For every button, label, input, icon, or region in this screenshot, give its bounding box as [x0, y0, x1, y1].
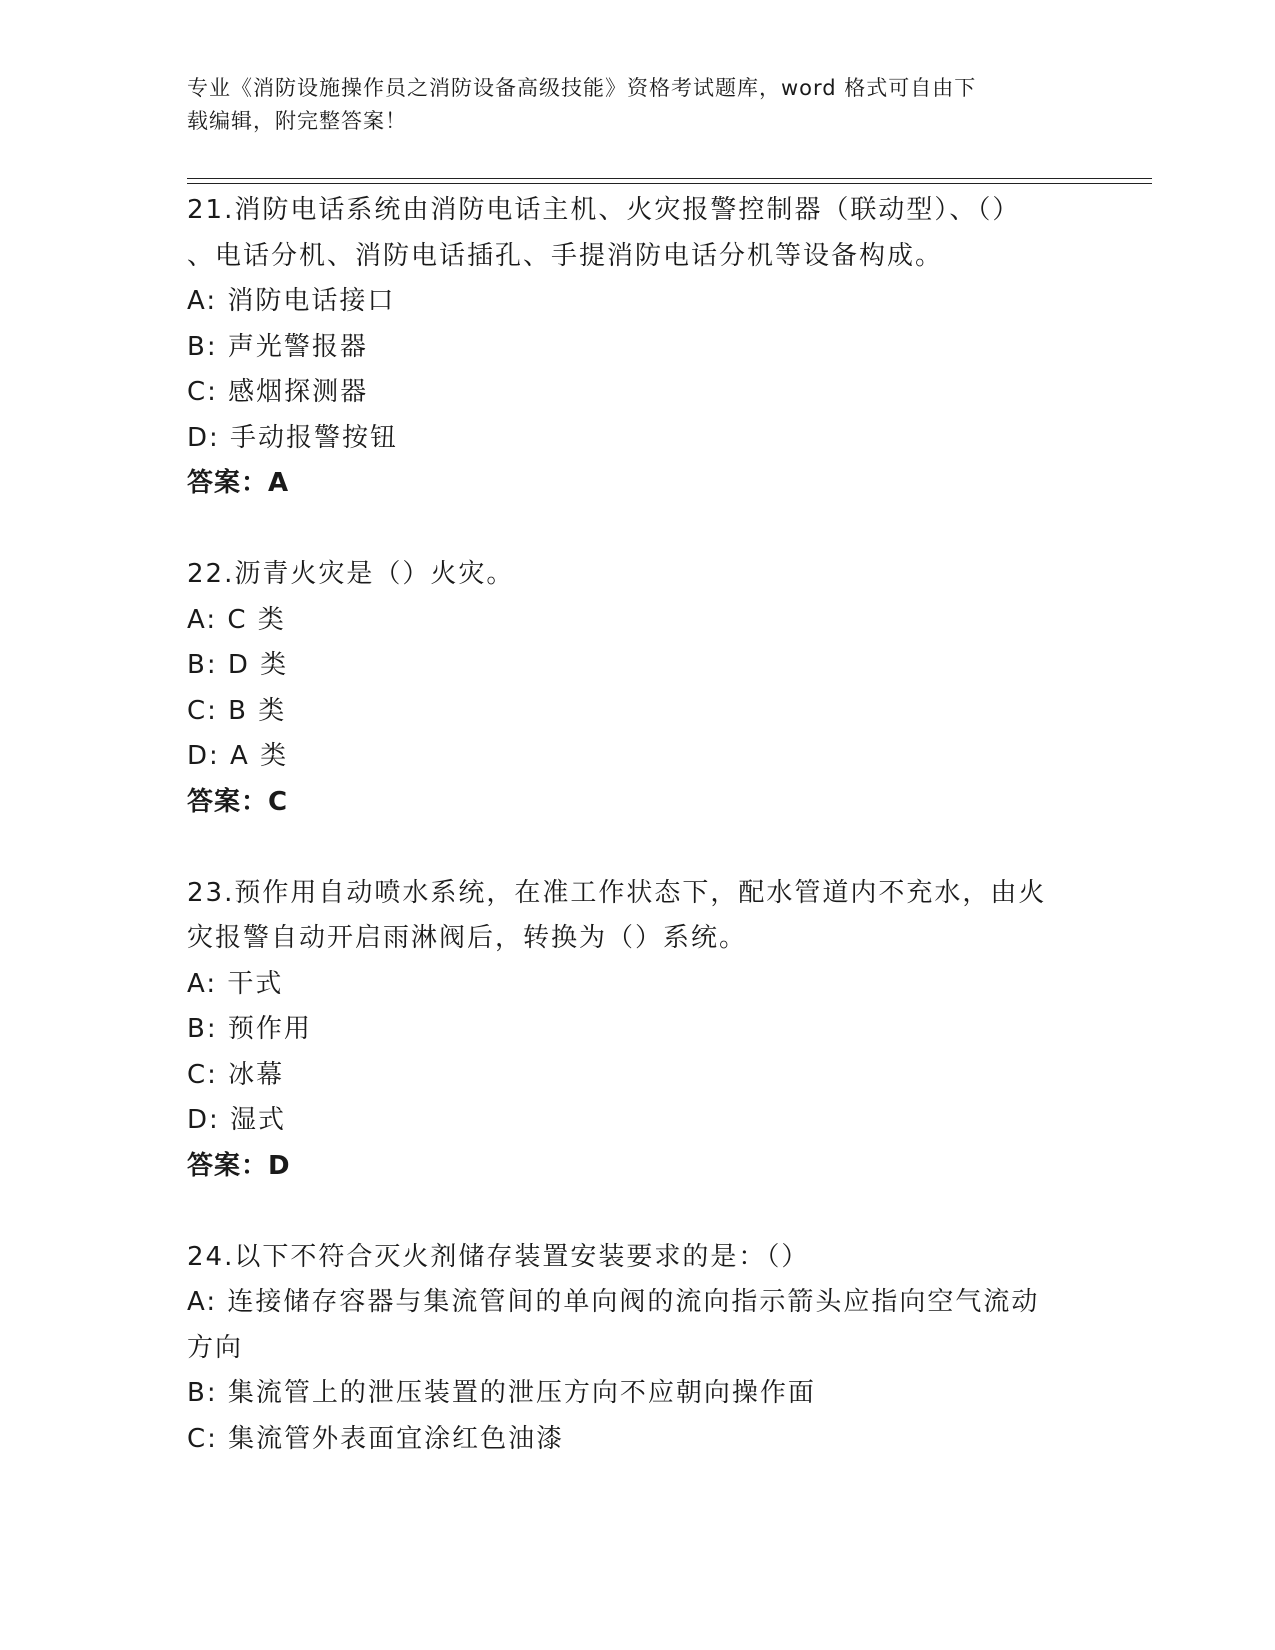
question-22 [187, 552, 1087, 825]
option-a: A: 消防电话接口 [187, 286, 396, 316]
option-a-continued: 方向 [187, 1332, 244, 1363]
option-b: B: 声光警报器 [187, 331, 368, 362]
question-stem-line: 21.消防电话系统由消防电话主机、火灾报警控制器（联动型）、（） [187, 195, 1021, 225]
spacer [187, 825, 1087, 871]
document-header [187, 72, 1067, 138]
spacer [187, 507, 1087, 553]
header-divider-top [187, 178, 1152, 179]
option-a: A: 连接储存容器与集流管间的单向阀的流向指示箭头应指向空气流动 [187, 1287, 1040, 1317]
header-line-1: 专业《消防设施操作员之消防设备高级技能》资格考试题库，word 格式可自由下 [187, 76, 977, 100]
spacer [187, 1189, 1087, 1235]
option-c: C: 冰幕 [187, 1059, 285, 1090]
option-a: A: C 类 [187, 604, 286, 635]
question-stem-line: 24.以下不符合灭火剂储存装置安装要求的是：（） [187, 1241, 810, 1272]
question-23 [187, 871, 1087, 1190]
option-c: C: B 类 [187, 695, 287, 726]
option-b: B: D 类 [187, 650, 289, 680]
option-a: A: 干式 [187, 968, 284, 999]
question-stem-line: 灾报警自动开启雨淋阀后，转换为（）系统。 [187, 923, 748, 953]
option-c: C: 感烟探测器 [187, 377, 369, 407]
option-d: D: 手动报警按钮 [187, 422, 399, 453]
question-24 [187, 1235, 1087, 1463]
question-stem-line: 、电话分机、消防电话插孔、手提消防电话分机等设备构成。 [187, 240, 944, 271]
option-b: B: 预作用 [187, 1014, 312, 1044]
option-d: D: A 类 [187, 741, 289, 771]
answer-line: 答案：A [187, 468, 290, 498]
header-line-2: 载编辑，附完整答案！ [187, 109, 407, 133]
header-divider-bottom [187, 183, 1152, 184]
question-list [187, 188, 1087, 1462]
answer-line: 答案：C [187, 786, 289, 817]
option-b: B: 集流管上的泄压装置的泄压方向不应朝向操作面 [187, 1378, 816, 1408]
question-21 [187, 188, 1087, 507]
option-c: C: 集流管外表面宜涂红色油漆 [187, 1423, 565, 1454]
question-stem-line: 22.沥青火灾是（）火灾。 [187, 559, 515, 589]
question-stem-line: 23.预作用自动喷水系统，在准工作状态下，配水管道内不充水，由火 [187, 877, 1047, 908]
answer-line: 答案：D [187, 1150, 291, 1181]
option-d: D: 湿式 [187, 1105, 287, 1135]
